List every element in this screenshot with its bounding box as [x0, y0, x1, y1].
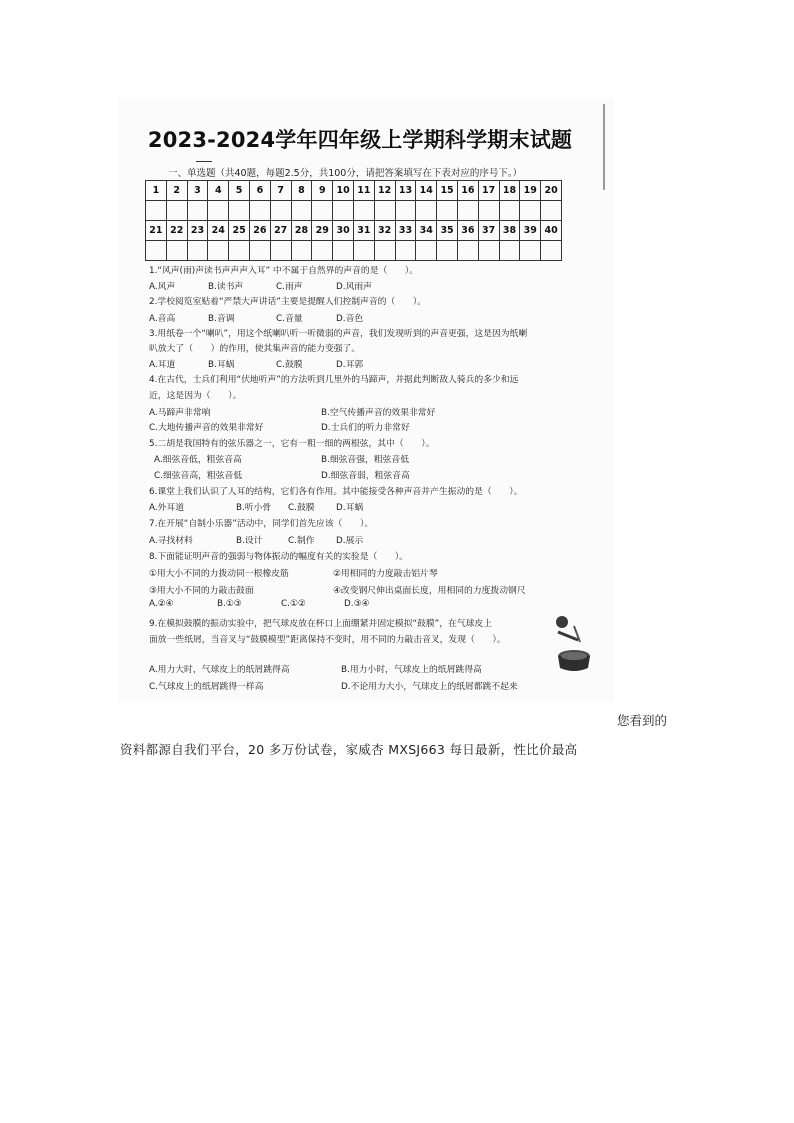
option-b: B.空气传播声音的效果非常好: [321, 408, 436, 418]
answer-cell: [187, 241, 208, 261]
option-a: A.细弦音低，粗弦音高: [154, 455, 242, 465]
option-b: B.音调: [208, 314, 235, 324]
question-stem: 5.二胡是我国特有的弦乐器之一，它有一粗一细的两根弦，其中（ ）。: [149, 439, 435, 449]
answer-cell: [416, 241, 437, 261]
grid-number: 20: [541, 181, 562, 201]
grid-number: 23: [187, 221, 208, 241]
answer-cell: [312, 241, 333, 261]
answer-cell: [395, 201, 416, 221]
answer-cell: [187, 201, 208, 221]
answer-cell: [437, 241, 458, 261]
grid-number: 38: [499, 221, 520, 241]
answer-cell: [520, 201, 541, 221]
option-d: D.耳蜗: [336, 503, 364, 513]
question-stem: 3.用纸卷一个“喇叭”，用这个纸喇叭听一听微弱的声音，我们发现听到的声音更强，这是因为纸喇: [149, 329, 528, 339]
answer-cell: [333, 201, 354, 221]
option-a: A.②④: [149, 599, 174, 609]
answer-cell: [416, 201, 437, 221]
answer-cell: [395, 241, 416, 261]
answer-cell: [437, 201, 458, 221]
answer-grid: [145, 180, 562, 261]
footer-note-line1: 您看到的: [617, 713, 668, 728]
option-c: C.鼓膜: [276, 360, 303, 370]
answer-cell: [457, 201, 478, 221]
grid-number: 39: [520, 221, 541, 241]
question-stem: 9.在模拟鼓膜的振动实验中，把气球皮放在杯口上面绷紧并固定模拟“鼓膜”，在气球皮上: [149, 619, 492, 629]
answer-cell: [208, 241, 229, 261]
question-stem: 2.学校阅览室贴着“严禁大声讲话”主要是提醒人们控制声音的（ ）。: [149, 297, 427, 307]
answer-cell: [208, 201, 229, 221]
answer-cell: [166, 241, 187, 261]
grid-number: 26: [249, 221, 270, 241]
answer-cell: [229, 241, 250, 261]
answer-cell: [478, 201, 499, 221]
grid-number: 36: [457, 221, 478, 241]
answer-cell: [541, 201, 562, 221]
option-c: C.气球皮上的纸屑跳得一样高: [149, 682, 264, 692]
grid-number: 16: [457, 181, 478, 201]
answer-cell: [146, 201, 167, 221]
answer-cell: [291, 241, 312, 261]
option-d: D.不论用力大小，气球皮上的纸屑都跳不起来: [341, 682, 518, 692]
option-d: D.展示: [336, 536, 364, 546]
grid-row-answers-1: [146, 201, 562, 221]
answer-cell: [249, 241, 270, 261]
option-c: C.制作: [288, 536, 315, 546]
answer-cell: [291, 201, 312, 221]
option-b: B.耳蜗: [208, 360, 235, 370]
tuning-fork-drum-figure-icon: [548, 612, 596, 674]
answer-cell: [270, 241, 291, 261]
option-a: A.耳道: [149, 360, 176, 370]
statement-3: ③用大小不同的力敲击鼓面: [149, 586, 254, 596]
grid-number: 28: [291, 221, 312, 241]
grid-number: 24: [208, 221, 229, 241]
answer-cell: [499, 241, 520, 261]
answer-cell: [499, 201, 520, 221]
statement-2: ②用相同的力度敲击铝片琴: [333, 569, 438, 579]
grid-number: 30: [333, 221, 354, 241]
option-c: C.音量: [276, 314, 303, 324]
option-c: C.细弦音高，粗弦音低: [154, 471, 243, 481]
grid-number: 21: [146, 221, 167, 241]
footer-note-line2: 资料都源自我们平台，20 多万份试卷，家威杏 MXSJ663 每日最新，性比价最高: [120, 742, 578, 757]
answer-cell: [270, 201, 291, 221]
option-c: C.①②: [281, 599, 306, 609]
answer-cell: [166, 201, 187, 221]
grid-number: 33: [395, 221, 416, 241]
grid-number: 8: [291, 181, 312, 201]
option-d: D.耳郭: [336, 360, 364, 370]
grid-row-answers-2: [146, 241, 562, 261]
option-a: A.外耳道: [149, 503, 185, 513]
grid-number: 12: [374, 181, 395, 201]
answer-cell: [312, 201, 333, 221]
answer-cell: [478, 241, 499, 261]
grid-number: 19: [520, 181, 541, 201]
grid-number: 14: [416, 181, 437, 201]
grid-number: 15: [437, 181, 458, 201]
answer-cell: [353, 241, 374, 261]
question-stem: 4.在古代，士兵们利用“伏地听声”的方法听到几里外的马蹄声，并据此判断敌人骑兵的多少和远: [149, 375, 519, 385]
question-stem: 6.课堂上我们认识了人耳的结构，它们各有作用。其中能接受各种声音并产生振动的是（ ）。: [149, 487, 523, 497]
grid-number: 7: [270, 181, 291, 201]
grid-number: 11: [353, 181, 374, 201]
option-d: D.③④: [344, 599, 370, 609]
grid-number: 9: [312, 181, 333, 201]
option-b: B.细弦音强，粗弦音低: [321, 455, 410, 465]
grid-row-numbers-2: [146, 221, 562, 241]
option-b: B.①③: [217, 599, 242, 609]
answer-cell: [146, 241, 167, 261]
exam-title: 2023-2024学年四年级上学期科学期末试题: [147, 128, 573, 152]
answer-cell: [229, 201, 250, 221]
grid-number: 40: [541, 221, 562, 241]
answer-cell: [374, 241, 395, 261]
answer-cell: [457, 241, 478, 261]
option-a: A.用力大时，气球皮上的纸屑跳得高: [149, 665, 290, 675]
option-d: D.士兵们的听力非常好: [321, 423, 410, 433]
option-b: B.听小骨: [236, 503, 272, 513]
grid-number: 17: [478, 181, 499, 201]
grid-number: 13: [395, 181, 416, 201]
title-underline: [196, 161, 212, 162]
statement-4: ④改变钢尺伸出桌面长度，用相同的力度拨动钢尺: [333, 586, 526, 596]
grid-number: 31: [353, 221, 374, 241]
grid-number: 5: [229, 181, 250, 201]
section-instructions: 一、单选题（共40题，每题2.5分，共100分，请把答案填写在下表对应的序号下。）: [168, 168, 523, 179]
option-c: C.雨声: [276, 282, 303, 292]
question-stem: 近，这是因为（ ）。: [149, 391, 242, 401]
answer-cell: [333, 241, 354, 261]
grid-number: 2: [166, 181, 187, 201]
option-c: C.大地传播声音的效果非常好: [149, 423, 264, 433]
grid-number: 25: [229, 221, 250, 241]
question-stem: 叭放大了（ ）的作用，使其集声音的能力变强了。: [149, 344, 361, 354]
option-b: B.设计: [236, 536, 263, 546]
question-stem: 面放一些纸屑，当音叉与“鼓膜模型”距离保持不变时，用不同的力敲击音叉，发现（ ）。: [149, 635, 506, 645]
grid-number: 18: [499, 181, 520, 201]
grid-number: 10: [333, 181, 354, 201]
option-a: A.马蹄声非常响: [149, 408, 211, 418]
option-b: B.读书声: [208, 282, 244, 292]
answer-cell: [353, 201, 374, 221]
option-a: A.音高: [149, 314, 176, 324]
page-edge-shadow: [603, 104, 605, 190]
answer-cell: [249, 201, 270, 221]
grid-number: 32: [374, 221, 395, 241]
grid-number: 4: [208, 181, 229, 201]
question-stem: 1.“风声(雨)声读书声声声入耳” 中不属于自然界的声音的是（ ）。: [149, 266, 419, 276]
grid-row-numbers-1: [146, 181, 562, 201]
option-d: D.音色: [336, 314, 364, 324]
answer-cell: [520, 241, 541, 261]
grid-number: 3: [187, 181, 208, 201]
option-a: A.风声: [149, 282, 176, 292]
answer-cell: [541, 241, 562, 261]
grid-number: 22: [166, 221, 187, 241]
answer-cell: [374, 201, 395, 221]
grid-number: 35: [437, 221, 458, 241]
question-stem: 8.下面能证明声音的强弱与物体振动的幅度有关的实验是（ ）。: [149, 552, 409, 562]
grid-number: 6: [249, 181, 270, 201]
grid-number: 29: [312, 221, 333, 241]
option-d: D.风雨声: [336, 282, 372, 292]
option-c: C.鼓膜: [288, 503, 315, 513]
question-stem: 7.在开展“自制小乐器”活动中，同学们首先应该（ ）。: [149, 519, 374, 529]
option-b: B.用力小时，气球皮上的纸屑跳得高: [341, 665, 482, 675]
option-a: A.寻找材料: [149, 536, 193, 546]
grid-number: 37: [478, 221, 499, 241]
grid-number: 1: [146, 181, 167, 201]
statement-1: ①用大小不同的力拨动同一根橡皮筋: [149, 569, 289, 579]
option-d: D.细弦音弱，粗弦音高: [321, 471, 410, 481]
grid-number: 27: [270, 221, 291, 241]
grid-number: 34: [416, 221, 437, 241]
